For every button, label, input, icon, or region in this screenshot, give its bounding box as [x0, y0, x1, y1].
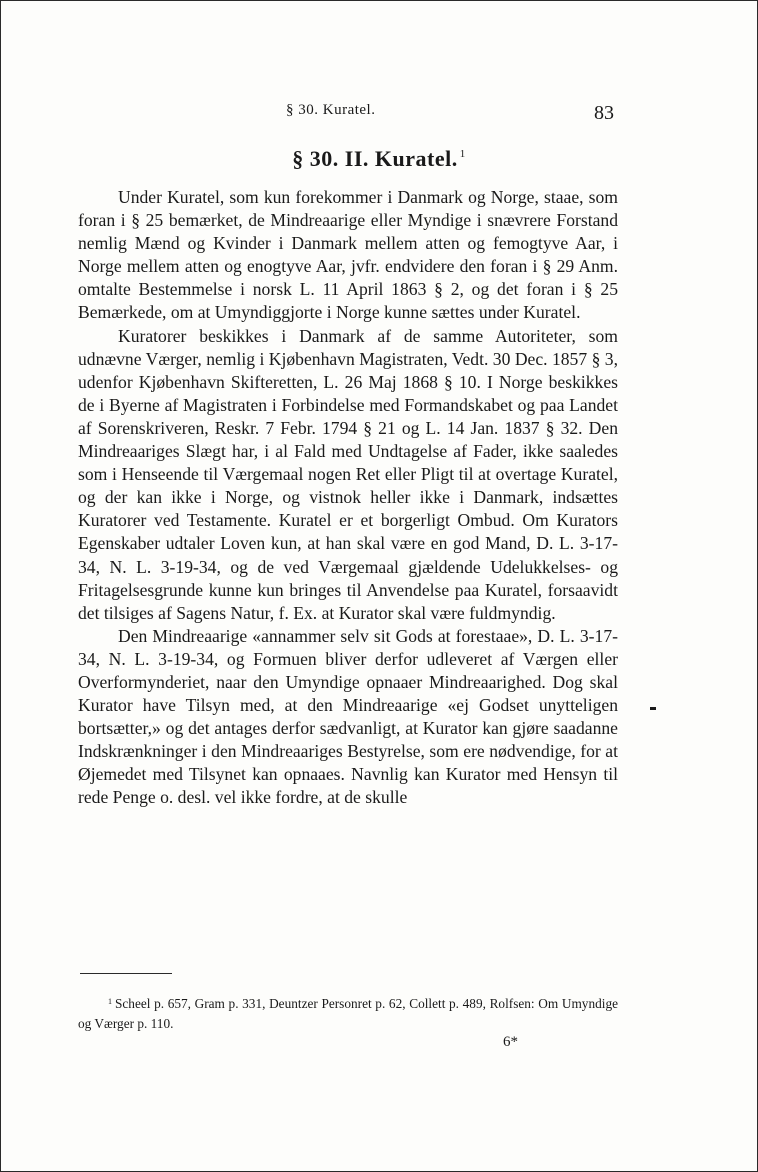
margin-mark: [650, 707, 656, 710]
paragraph-1: Under Kuratel, som kun forekommer i Danmark og Norge, staae, som foran i § 25 bemærket, de Mindreaarige eller Myndige i snævrere Forstand nemlig Mænd og Kvinder i Danmark mellem atten og femogtyve Aar, i Norge mellem atten og enogtyve Aar, jvfr. endvidere den foran i § 29 Anm. omtalte Bestemmelse i norsk L. 11 April 1863 § 2, og det foran i § 25 Bemærkede, om at Umyndiggjorte i Norge kunne sættes under Kuratel.: [78, 187, 618, 323]
paragraph-3: Den Mindreaarige «annammer selv sit Gods at forestaae», D. L. 3-17-34, N. L. 3-19-34, og Formuen bliver derfor udleveret af Værgen eller Overformynderiet, naar den Umyndige opnaaer Mindreaarighed. Dog skal Kurator have Tilsyn med, at den Mindreaarige «ej Godset unytteligen bortsætter,» og det antages derfor sædvanligt, at Kurator kan gjøre saadanne Indskrænkninger i den Mindreaariges Bestyrelse, som ere nødvendige, for at Øjemedet med Tilsynet kan opnaaes. Navnlig kan Kurator med Hensyn til rede Penge o. desl. vel ikke fordre, at de skulle: [78, 625, 618, 808]
signature-mark: 6*: [503, 1034, 518, 1050]
footnote-divider: [80, 973, 172, 974]
footnote-text: Scheel p. 657, Gram p. 331, Deuntzer Personret p. 62, Collett p. 489, Rolfsen: Om Umyndige og Værger p. 110.: [78, 996, 618, 1031]
page-number: 83: [594, 102, 614, 124]
body-text: [78, 186, 618, 810]
section-heading: [0, 146, 758, 172]
running-title: § 30. Kuratel.: [286, 102, 376, 118]
footnote-reference: 1: [459, 148, 466, 160]
footnote: [78, 992, 618, 1034]
paragraph-2: Kuratorer beskikkes i Danmark af de samme Autoriteter, som udnævne Værger, nemlig i Kjøbenhavn Magistraten, Vedt. 30 Dec. 1857 § 3, udenfor Kjøbenhavn Skifteretten, L. 26 Maj 1868 § 10. I Norge beskikkes de i Byerne af Magistraten i Forbindelse med Formandskabet og paa Landet af Sorenskriveren, Reskr. 7 Febr. 1794 § 21 og L. 14 Jan. 1837 § 32. Den Mindreaariges Slægt har, i al Fald med Undtagelse af Fader, ikke saaledes som i Henseende til Værgemaal nogen Ret eller Pligt til at overtage Kuratel, og der kan ikke i Norge, og vistnok heller ikke i Danmark, indsættes Kuratorer ved Testamente. Kuratel er et borgerligt Ombud. Om Kurators Egenskaber udtaler Loven kun, at han skal være en god Mand, D. L. 3-17-34, N. L. 3-19-34, og de ved Værgemaal gjældende Udelukkelses- og Fritagelsesgrunde kunne kun bringes til Anvendelse paa Kuratel, forsaavidt det tilsiges af Sagens Natur, f. Ex. at Kurator skal være fuldmyndig.: [78, 325, 618, 623]
running-head: [0, 100, 758, 126]
footnote-marker: 1: [108, 997, 112, 1006]
section-heading-text: § 30. II. Kuratel.: [292, 146, 458, 171]
